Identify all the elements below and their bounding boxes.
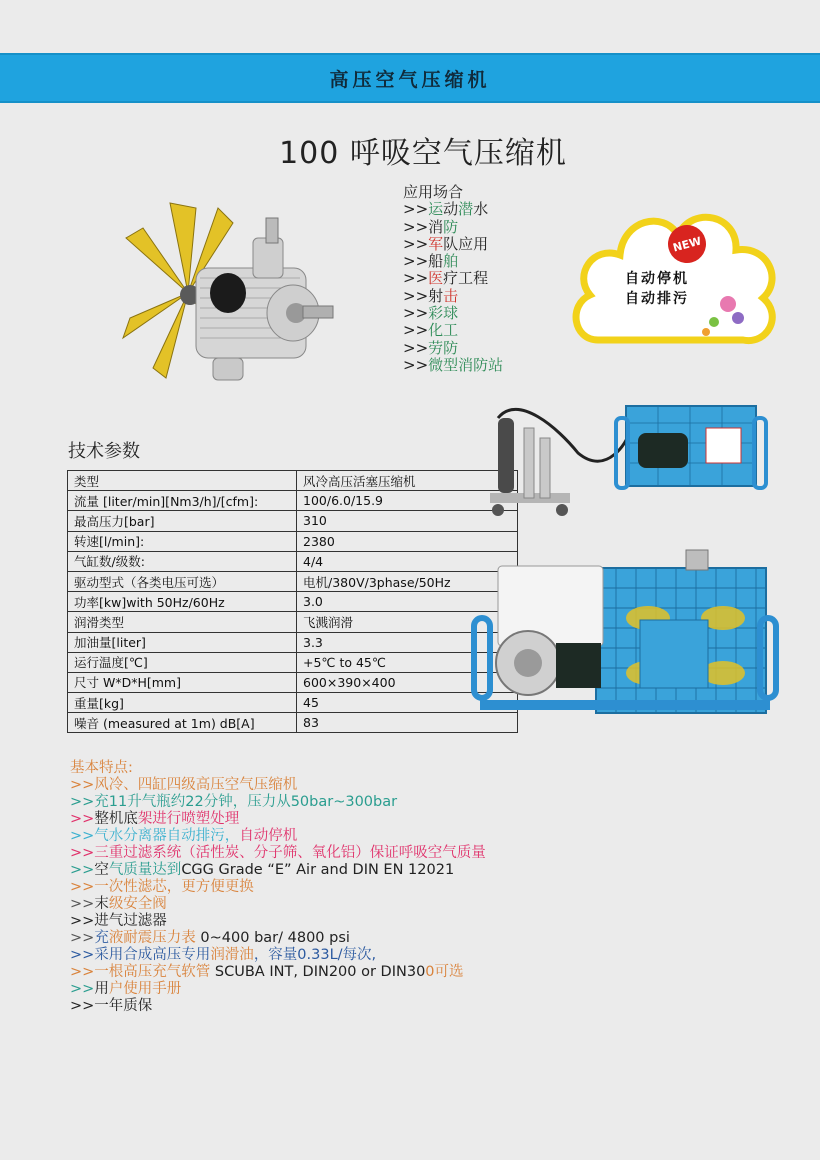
spec-param: 最高压力[bar]	[68, 511, 297, 531]
spec-row	[68, 632, 518, 652]
application-item	[403, 219, 503, 236]
feature-item	[70, 913, 486, 930]
spec-value: 83	[297, 713, 518, 733]
application-text: 医	[428, 269, 444, 288]
feature-text: 充	[94, 930, 109, 946]
compressor-head-image	[118, 198, 358, 388]
spec-param: 功率[kw]with 50Hz/60Hz	[68, 592, 297, 612]
spec-row	[68, 531, 518, 551]
application-prefix: >>	[403, 286, 429, 305]
spec-row	[68, 491, 518, 511]
spec-row	[68, 511, 518, 531]
feature-text: 底	[123, 811, 138, 827]
application-text: 微型消防站	[428, 355, 504, 374]
spec-table	[67, 470, 518, 733]
feature-text: 末	[94, 896, 109, 912]
spec-param: 重量[kg]	[68, 693, 297, 713]
application-item	[403, 236, 503, 253]
feature-item	[70, 811, 486, 828]
application-text: 劳防	[428, 338, 459, 357]
feature-item	[70, 964, 486, 981]
spec-title: 技术参数	[68, 441, 140, 462]
feature-item	[70, 879, 486, 896]
application-item	[403, 253, 503, 270]
feature-text: 气质量达到	[108, 862, 182, 878]
application-prefix: >>	[403, 321, 429, 340]
feature-text: CGG Grade “E” Air and DIN EN 12021	[181, 862, 455, 878]
spec-value: 600×390×400	[297, 672, 518, 692]
feature-text: >>	[70, 811, 95, 827]
spec-param: 加油量[liter]	[68, 632, 297, 652]
application-prefix: >>	[403, 234, 429, 253]
feature-text: >>充11升气瓶约22分钟，压力从50bar~300bar	[70, 794, 398, 810]
application-prefix: >>	[403, 269, 429, 288]
spec-param: 转速[l/min]:	[68, 531, 297, 551]
spec-value: 4/4	[297, 551, 518, 571]
feature-text: 级安全阀	[108, 896, 167, 912]
application-item	[403, 340, 503, 357]
spec-param: 气缸数/级数:	[68, 551, 297, 571]
application-text: 动	[443, 200, 459, 219]
spec-row	[68, 652, 518, 672]
spec-value: 310	[297, 511, 518, 531]
application-text: 彩球	[428, 304, 459, 323]
spec-row	[68, 713, 518, 733]
feature-text: >>一年质保	[70, 998, 153, 1014]
page-title: 100 呼吸空气压缩机	[279, 136, 567, 171]
feature-text: 户使用手册	[108, 981, 182, 997]
feature-item	[70, 862, 486, 879]
feature-text: >>一根高压充气软管	[70, 964, 211, 980]
spec-value: 100/6.0/15.9	[297, 491, 518, 511]
auto-stop-label: 自动停机	[625, 271, 689, 287]
application-prefix: >>	[403, 200, 429, 219]
application-prefix: >>	[403, 217, 429, 236]
feature-item	[70, 998, 486, 1015]
spec-value: 3.0	[297, 592, 518, 612]
features-list	[70, 760, 486, 1015]
spec-row	[68, 612, 518, 632]
application-text: 队应用	[443, 234, 489, 253]
application-text: 防	[443, 217, 459, 236]
applications-list	[403, 184, 503, 374]
feature-text: >>一次性滤芯，更方便更换	[70, 879, 254, 895]
new-badge: NEW	[664, 221, 711, 268]
header-band	[0, 53, 820, 103]
application-item	[403, 201, 503, 218]
feature-text: 架进行喷塑处理	[137, 811, 240, 827]
application-item	[403, 357, 503, 374]
feature-text: >>	[70, 981, 95, 997]
spec-value: 飞溅润滑	[297, 612, 518, 632]
application-text: 化工	[428, 321, 459, 340]
feature-item	[70, 845, 486, 862]
feature-text: 0~400 bar/ 4800 psi	[195, 930, 350, 946]
application-text: 舶	[443, 252, 459, 271]
feature-item	[70, 930, 486, 947]
feature-text: >>风冷、四缸四级高压空气压缩机	[70, 777, 298, 793]
application-text: 军	[428, 234, 444, 253]
feature-text: ，容量0.33L/每次,	[253, 947, 377, 963]
spec-value: 3.3	[297, 632, 518, 652]
application-text: 疗工程	[443, 269, 489, 288]
application-item	[403, 322, 503, 339]
application-text: 水	[473, 200, 489, 219]
spec-value: 电机/380V/3phase/50Hz	[297, 571, 518, 591]
auto-drain-label: 自动排污	[625, 291, 689, 307]
spec-value: +5℃ to 45℃	[297, 652, 518, 672]
application-prefix: >>	[403, 355, 429, 374]
spec-value: 45	[297, 693, 518, 713]
header-title: 高压空气压缩机	[329, 68, 491, 91]
feature-item	[70, 896, 486, 913]
feature-text: >>	[70, 930, 95, 946]
feature-text: >>进气过滤器	[70, 913, 167, 929]
spec-row	[68, 592, 518, 612]
spec-param: 噪音 (measured at 1m) dB[A]	[68, 713, 297, 733]
spec-param: 驱动型式（各类电压可选）	[68, 571, 297, 591]
feature-item	[70, 777, 486, 794]
application-item	[403, 270, 503, 287]
application-prefix: >>	[403, 338, 429, 357]
feature-text: >>采用合成高压专用	[70, 947, 211, 963]
application-text: 潜	[458, 200, 474, 219]
feature-text: 液耐震压力表	[108, 930, 196, 946]
spec-row	[68, 693, 518, 713]
application-item	[403, 305, 503, 322]
application-text: 运	[428, 200, 444, 219]
spec-param: 流量 [liter/min][Nm3/h]/[cfm]:	[68, 491, 297, 511]
feature-text: >>三重过滤系统（活性炭、分子筛、氧化铝）保证呼吸空气质量	[70, 845, 486, 861]
spec-row	[68, 571, 518, 591]
features-heading: 基本特点:	[70, 760, 133, 776]
spec-param: 运行温度[℃]	[68, 652, 297, 672]
main-compressor-image	[468, 548, 780, 720]
application-text: 击	[443, 286, 459, 305]
cloud-text	[625, 269, 689, 309]
application-text: 射	[428, 286, 444, 305]
spec-value: 2380	[297, 531, 518, 551]
feature-text: 用	[94, 981, 109, 997]
feature-text: SCUBA INT, DIN200 or DIN30	[210, 964, 426, 980]
feature-text: 润滑油	[210, 947, 254, 963]
feature-item	[70, 981, 486, 998]
cart-compressor-image	[478, 398, 778, 528]
spec-param: 类型	[68, 471, 297, 491]
feature-text: >>	[70, 862, 95, 878]
feature-text: 0可选	[425, 964, 464, 980]
spec-row	[68, 471, 518, 491]
spec-param: 尺寸 W*D*H[mm]	[68, 672, 297, 692]
application-prefix: >>	[403, 304, 429, 323]
feature-item	[70, 828, 486, 845]
feature-text: 整机	[94, 811, 124, 827]
feature-text: >>	[70, 896, 95, 912]
spec-value: 风冷高压活塞压缩机	[297, 471, 518, 491]
feature-text: >>气水分离器自动排污，	[70, 828, 240, 844]
feature-text: 空	[94, 862, 109, 878]
spec-param: 润滑类型	[68, 612, 297, 632]
feature-item	[70, 947, 486, 964]
spec-row	[68, 551, 518, 571]
application-text: 消	[428, 217, 444, 236]
feature-item	[70, 794, 486, 811]
application-item	[403, 288, 503, 305]
spec-row	[68, 672, 518, 692]
feature-text: 自动停机	[239, 828, 298, 844]
application-prefix: >>	[403, 252, 429, 271]
applications-heading: 应用场合	[403, 183, 464, 201]
application-text: 船	[428, 252, 444, 271]
